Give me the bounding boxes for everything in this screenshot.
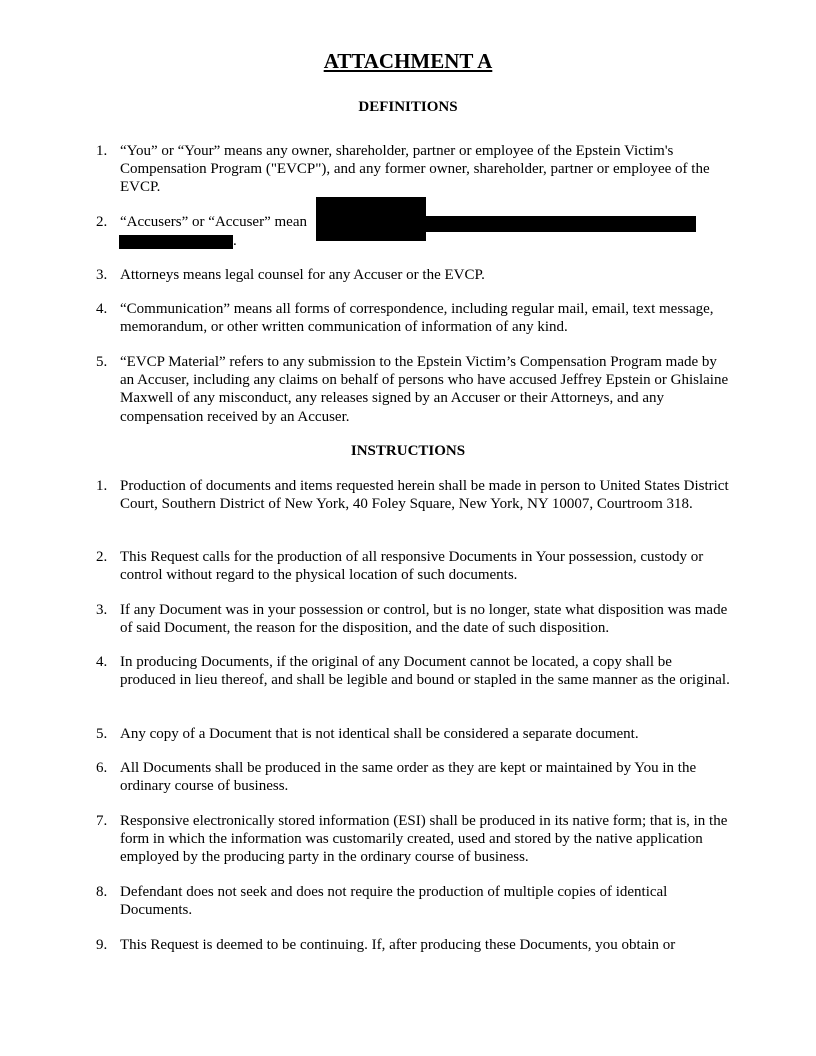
instruction-number: 6. (96, 760, 108, 776)
redaction-block (119, 235, 233, 249)
instruction-item (90, 653, 730, 689)
instruction-item (90, 477, 730, 513)
definition-text: “Communication” means all forms of correspondence, including regular mail, email, text message, memorandum, or other written communication of information of any kind. (120, 301, 714, 336)
instruction-number: 2. (96, 549, 108, 565)
instruction-number: 4. (96, 654, 108, 670)
definition-item (90, 353, 730, 426)
definition-number: 2. (96, 214, 108, 230)
instruction-number: 5. (96, 726, 108, 742)
document-title: ATTACHMENT A (323, 49, 493, 73)
definition-item (90, 266, 730, 284)
instruction-item (90, 936, 730, 954)
instruction-item (90, 759, 730, 795)
instruction-text: Responsive electronically stored information (ESI) shall be produced in its native form; that is, in the form in which the information was customarily created, used and stored by the native application employed by the producing party in the ordinary course of business. (120, 813, 728, 866)
definition-item (90, 142, 730, 197)
definition-number: 5. (96, 354, 108, 370)
instruction-item (90, 725, 730, 743)
instruction-number: 3. (96, 602, 108, 618)
definition-number: 4. (96, 301, 108, 317)
definition-tail (233, 232, 253, 250)
instruction-text: This Request calls for the production of all responsive Documents in Your possession, custody or control without regard to the physical location of such documents. (120, 549, 704, 584)
definition-text: “You” or “Your” means any owner, shareholder, partner or employee of the Epstein Victim's Compensation Program ("EVCP"), and any former owner, shareholder, partner or employee of the EVCP. (120, 143, 710, 196)
instruction-item (90, 548, 730, 584)
redaction-block (316, 197, 426, 241)
instruction-item (90, 883, 730, 919)
instruction-text: Production of documents and items requested herein shall be made in person to United States District Court, Southern District of New York, 40 Foley Square, New York, NY 10007, Courtroom 318. (120, 478, 729, 513)
instruction-text: Defendant does not seek and does not require the production of multiple copies of identical Documents. (120, 884, 668, 919)
definition-number: 3. (96, 267, 108, 283)
instruction-text: In producing Documents, if the original of any Document cannot be located, a copy shall be produced in lieu thereof, and shall be legible and bound or stapled in the same manner as the original. (120, 654, 730, 689)
instruction-number: 8. (96, 884, 108, 900)
definition-text: “Accusers” or “Accuser” mean (120, 214, 307, 230)
definition-text: Attorneys means legal counsel for any Accuser or the EVCP. (120, 267, 485, 283)
instruction-text: If any Document was in your possession or control, but is no longer, state what disposition was made of said Document, the reason for the disposition, and the date of such disposition. (120, 602, 728, 637)
definition-item (90, 300, 730, 336)
instruction-item (90, 812, 730, 867)
definition-tail-text: . (233, 233, 237, 249)
definitions-heading: DEFINITIONS (358, 99, 458, 115)
instruction-text: Any copy of a Document that is not identical shall be considered a separate document. (120, 726, 639, 742)
instruction-number: 9. (96, 937, 108, 953)
definition-number: 1. (96, 143, 108, 159)
instructions-heading: INSTRUCTIONS (350, 443, 466, 459)
definition-text: “EVCP Material” refers to any submission to the Epstein Victim’s Compensation Program made by an Accuser, including any claims on behalf of persons who have accused Jeffrey Epstein or Ghislaine Maxwell of any misconduct, any releases signed by an Accuser or their Attorneys, and any compensation received by an Accuser. (120, 354, 729, 425)
instruction-number: 1. (96, 478, 108, 494)
instruction-number: 7. (96, 813, 108, 829)
instruction-text: All Documents shall be produced in the same order as they are kept or maintained by You in the ordinary course of business. (120, 760, 697, 795)
instruction-text: This Request is deemed to be continuing. If, after producing these Documents, you obtain or (120, 937, 676, 953)
redaction-block (424, 216, 696, 232)
instruction-item (90, 601, 730, 637)
